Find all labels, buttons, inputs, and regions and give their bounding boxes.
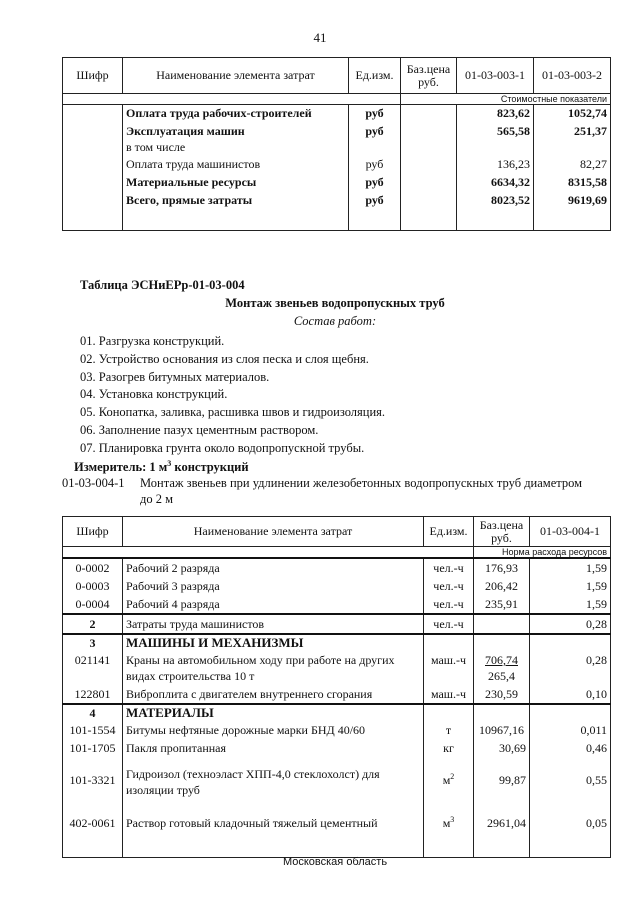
row-norm: 0,10 <box>530 685 611 704</box>
row-unit: чел.-ч <box>424 558 474 577</box>
row-unit: руб <box>349 156 401 174</box>
row-name: Рабочий 2 разряда <box>123 558 424 577</box>
row-price-alt: 265,4 <box>488 669 515 683</box>
row-name: Материальные ресурсы <box>123 174 349 192</box>
row-code: 0-0004 <box>63 595 123 614</box>
row-price: 176,93 <box>474 558 530 577</box>
row-name: Пакля пропитанная <box>123 739 424 757</box>
row-val-2: 82,27 <box>534 156 611 174</box>
row-price: 10967,16 <box>474 721 530 739</box>
row-name: Оплата труда рабочих-строителей <box>123 105 349 123</box>
row-price: 235,91 <box>474 595 530 614</box>
section-name: МАТЕРИАЛЫ <box>123 704 424 721</box>
row-price-cell <box>474 651 530 685</box>
row-price: 230,59 <box>474 685 530 704</box>
row-name: Виброплита с двигателем внутреннего сгорания <box>123 685 424 704</box>
row-code: 101-1705 <box>63 739 123 757</box>
col-header-norm-2: 01-03-003-2 <box>534 58 611 94</box>
row-unit: чел.-ч <box>424 577 474 595</box>
row-name: Затраты труда машинистов <box>123 614 424 634</box>
row-code: 122801 <box>63 685 123 704</box>
measure-label: Измеритель: 1 м <box>74 460 168 475</box>
work-item: 01. Разгрузка конструкций. <box>80 334 225 348</box>
page-number: 41 <box>313 30 327 45</box>
row-unit: руб <box>349 123 401 140</box>
col-header-norm-1: 01-03-003-1 <box>457 58 534 94</box>
footer-text: Московская область <box>282 856 388 868</box>
row-unit-sup: 2 <box>450 772 455 781</box>
row-price: 99,87 <box>474 757 530 803</box>
section-title: Монтаж звеньев водопропускных труб <box>225 296 445 310</box>
row-norm: 0,46 <box>530 739 611 757</box>
composition-title: Состав работ: <box>293 314 377 328</box>
work-item: 02. Устройство основания из слоя песка и слоя щебня. <box>80 351 369 366</box>
row-val-2: 251,37 <box>534 123 611 140</box>
row-unit: м <box>442 816 451 830</box>
row-name: Краны на автомобильном ходу при работе на других видах строительства 10 т <box>123 651 424 685</box>
col-header-name: Наименование элемента затрат <box>123 517 424 547</box>
row-val-1: 565,58 <box>457 123 534 140</box>
row-norm: 0,28 <box>530 651 611 685</box>
row-name: Битумы нефтяные дорожные марки БНД 40/60 <box>123 721 424 739</box>
row-code: 101-1554 <box>63 721 123 739</box>
row-val-1: 8023,52 <box>457 192 534 209</box>
row-val-1: 6634,32 <box>457 174 534 192</box>
row-name: Эксплуатация машин <box>123 123 349 140</box>
row-name: Всего, прямые затраты <box>123 192 349 209</box>
row-norm: 0,05 <box>530 803 611 843</box>
subheader-norm: Норма расхода ресурсов <box>474 547 611 559</box>
item-desc-2: до 2 м <box>140 492 174 506</box>
row-val-2: 9619,69 <box>534 192 611 209</box>
row-code: 021141 <box>63 651 123 685</box>
work-item: 07. Планировка грунта около водопропускной трубы. <box>80 440 365 455</box>
row-unit-cell <box>424 803 474 843</box>
section-code: 4 <box>63 704 123 721</box>
row-price: 206,42 <box>474 577 530 595</box>
row-unit: руб <box>349 192 401 209</box>
row-unit-cell <box>424 757 474 803</box>
row-code: 0-0002 <box>63 558 123 577</box>
col-header-price: Баз.цена руб. <box>401 58 457 94</box>
col-header-unit: Ед.изм. <box>349 58 401 94</box>
measure-sup: 3 <box>167 459 172 468</box>
col-header-norm: 01-03-004-1 <box>530 517 611 547</box>
measure-rest: конструкций <box>171 460 249 475</box>
row-unit: м <box>442 773 451 787</box>
row-unit: кг <box>424 739 474 757</box>
resource-table <box>62 516 611 858</box>
row-code: 0-0003 <box>63 577 123 595</box>
row-norm: 1,59 <box>530 577 611 595</box>
row-unit: маш.-ч <box>424 651 474 685</box>
row-code: 402-0061 <box>63 803 123 843</box>
row-unit: руб <box>349 105 401 123</box>
row-val-2: 1052,74 <box>534 105 611 123</box>
row-code: 101-3321 <box>63 757 123 803</box>
col-header-name: Наименование элемента затрат <box>123 58 349 94</box>
cost-table <box>62 57 611 231</box>
col-header-code: Шифр <box>63 58 123 94</box>
row-unit: руб <box>349 174 401 192</box>
row-unit-sup: 3 <box>450 815 455 824</box>
item-code: 01-03-004-1 <box>62 476 125 490</box>
row-unit: чел.-ч <box>424 614 474 634</box>
table-title: Таблица ЭСНиЕРр-01-03-004 <box>80 278 245 292</box>
row-norm: 0,011 <box>530 721 611 739</box>
row-norm: 1,59 <box>530 558 611 577</box>
row-unit: т <box>424 721 474 739</box>
row-price: 2961,04 <box>474 803 530 843</box>
row-price: 706,74 <box>485 653 518 667</box>
row-name: Раствор готовый кладочный тяжелый цементный <box>123 803 424 843</box>
row-name: в том числе <box>123 140 349 156</box>
row-val-1: 823,62 <box>457 105 534 123</box>
measure-unit <box>74 459 249 475</box>
row-price: 30,69 <box>474 739 530 757</box>
row-norm: 1,59 <box>530 595 611 614</box>
row-val-1: 136,23 <box>457 156 534 174</box>
row-name: Рабочий 3 разряда <box>123 577 424 595</box>
work-item: 05. Конопатка, заливка, расшивка швов и гидроизоляция. <box>80 405 386 420</box>
work-item: 03. Разогрев битумных материалов. <box>80 369 270 384</box>
col-header-code: Шифр <box>63 517 123 547</box>
work-item: 04. Установка конструкций. <box>80 387 228 402</box>
row-name: Рабочий 4 разряда <box>123 595 424 614</box>
section-name: МАШИНЫ И МЕХАНИЗМЫ <box>123 634 424 651</box>
row-name: Оплата труда машинистов <box>123 156 349 174</box>
works-list <box>80 333 385 458</box>
row-val-2: 8315,58 <box>534 174 611 192</box>
section-code: 3 <box>63 634 123 651</box>
row-norm: 0,55 <box>530 757 611 803</box>
row-unit: маш.-ч <box>424 685 474 704</box>
row-code: 2 <box>63 614 123 634</box>
subheader-cost: Стоимостные показатели <box>401 94 611 105</box>
row-norm: 0,28 <box>530 614 611 634</box>
row-unit: чел.-ч <box>424 595 474 614</box>
row-name: Гидроизол (техноэласт ХПП-4,0 стеклохолст) для изоляции труб <box>123 757 424 803</box>
col-header-price: Баз.цена руб. <box>474 517 530 547</box>
work-item: 06. Заполнение пазух цементным раствором. <box>80 422 319 437</box>
col-header-unit: Ед.изм. <box>424 517 474 547</box>
item-desc-1: Монтаж звеньев при удлинении железобетонных водопропускных труб диаметром <box>140 476 583 490</box>
